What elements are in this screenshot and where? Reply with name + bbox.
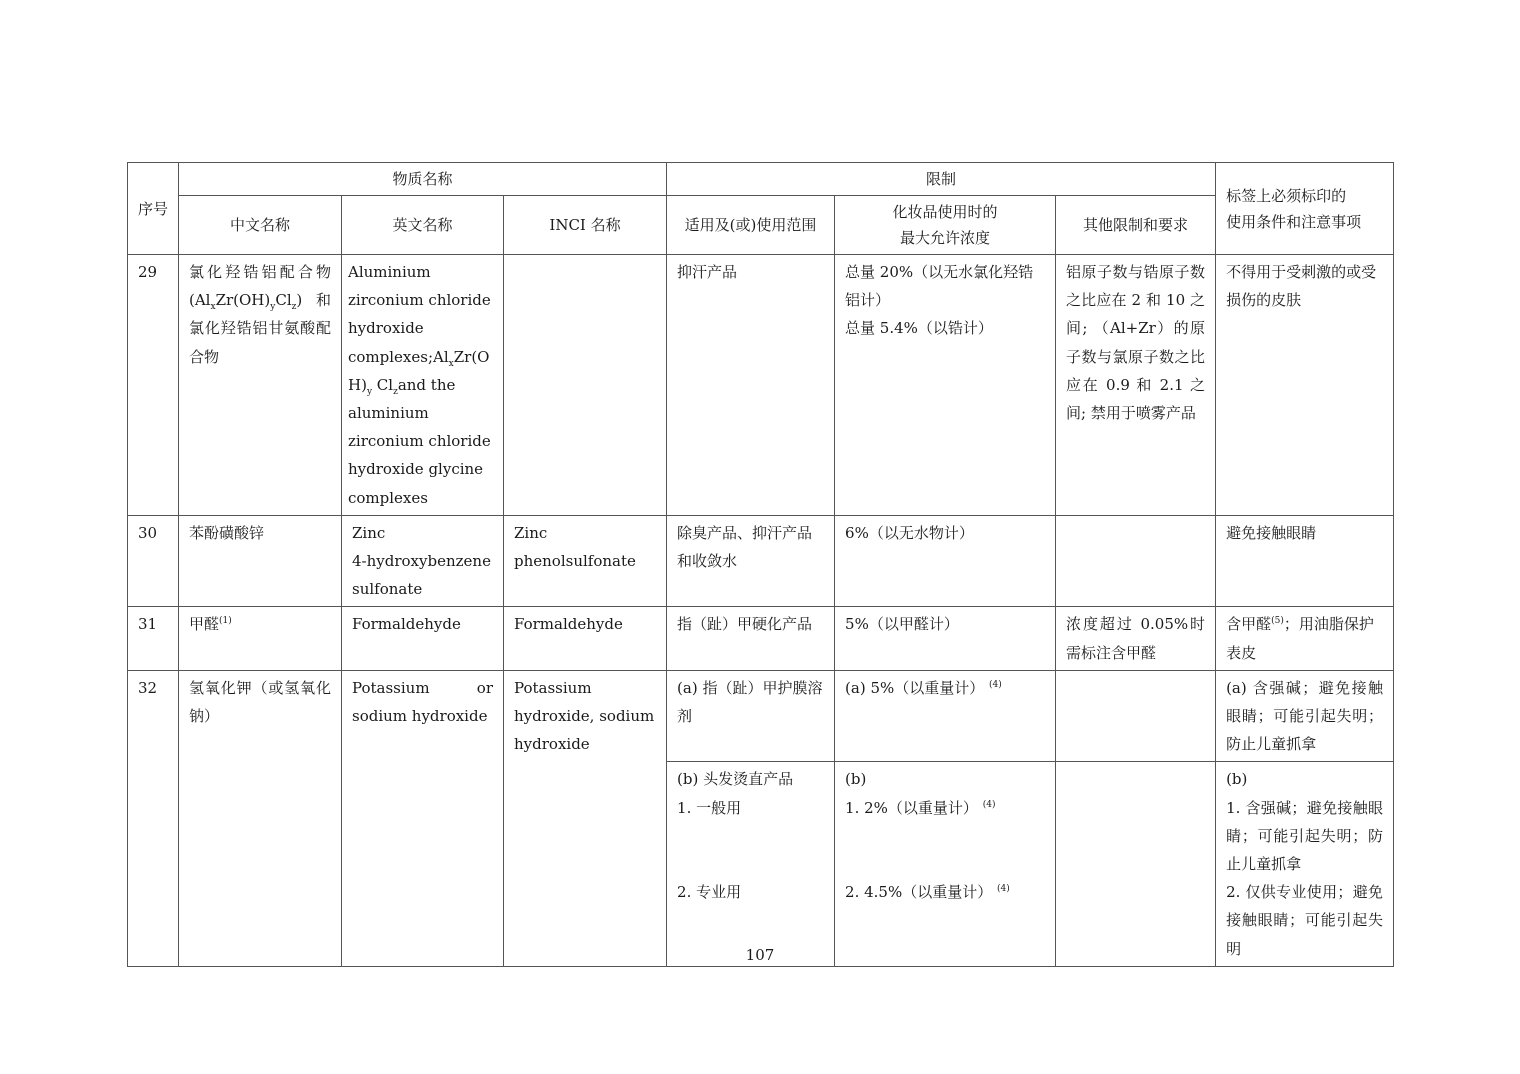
footnote-ref: (5) bbox=[1271, 616, 1284, 627]
chinese-name-cell bbox=[179, 607, 342, 670]
cn-part: 氯化羟锆铝配合物 bbox=[189, 263, 331, 281]
cn-part: (Al bbox=[189, 291, 211, 310]
label-text: 含甲醛 bbox=[1226, 615, 1272, 634]
scope-cell: (a) 指（趾）甲护膜溶剂 bbox=[667, 670, 835, 762]
label-item: 1. 含强碱；避免接触眼睛；可能引起失明；防止儿童抓拿 bbox=[1226, 798, 1384, 874]
cn-subscript: x bbox=[210, 302, 216, 313]
inci-name-cell: Formaldehyde bbox=[504, 607, 667, 670]
table-row-30 bbox=[128, 515, 1394, 607]
concentration-item bbox=[845, 878, 1045, 906]
header-label-line-1: 标签上必须标印的 bbox=[1226, 186, 1347, 205]
concentration-heading: (b) bbox=[845, 770, 867, 789]
footnote-ref: (4) bbox=[982, 799, 996, 810]
max-concentration-cell bbox=[835, 670, 1056, 762]
en-part: and the aluminium zirconium chloride hydroxide glycine complexes bbox=[348, 375, 491, 507]
header-label-conditions bbox=[1216, 163, 1394, 255]
spacer bbox=[845, 822, 1045, 878]
max-concentration-cell bbox=[835, 255, 1056, 516]
cn-subscript: y bbox=[270, 302, 276, 313]
concentration-text: 2. 4.5%（以重量计） bbox=[845, 883, 993, 902]
concentration-text: 1. 2%（以重量计） bbox=[845, 798, 978, 817]
chinese-name-cell bbox=[179, 255, 342, 516]
page-number: 107 bbox=[745, 946, 775, 964]
header-english-name: 英文名称 bbox=[342, 196, 504, 255]
scope-cell: 指（趾）甲硬化产品 bbox=[667, 607, 835, 670]
concentration-item bbox=[845, 794, 1045, 822]
en-part: Zr(OH) bbox=[348, 347, 490, 394]
english-name-cell bbox=[342, 255, 504, 516]
concentration-line: 总量 5.4%（以锆计） bbox=[845, 319, 993, 338]
english-name-cell bbox=[342, 515, 504, 607]
footnote-ref: (4) bbox=[997, 884, 1010, 895]
header-restrictions: 限制 bbox=[667, 163, 1216, 196]
row-number: 30 bbox=[128, 515, 179, 607]
label-conditions-cell: 不得用于受刺激的或受损伤的皮肤 bbox=[1216, 255, 1394, 516]
header-substance-name: 物质名称 bbox=[179, 163, 667, 196]
scope-cell bbox=[667, 762, 835, 966]
scope-cell: 抑汗产品 bbox=[667, 255, 835, 516]
chinese-name-cell: 苯酚磺酸锌 bbox=[179, 515, 342, 607]
table-row-32a bbox=[128, 670, 1394, 762]
label-item: 2. 仅供专业使用；避免接触眼睛；可能引起失明 bbox=[1226, 883, 1384, 958]
header-max-conc-line-1: 化妆品使用时的 bbox=[892, 203, 998, 221]
en-part: Cl bbox=[372, 375, 394, 394]
table-row-29 bbox=[128, 255, 1394, 516]
cn-text: 甲醛 bbox=[189, 615, 220, 634]
header-label-line-2: 使用条件和注意事项 bbox=[1226, 212, 1362, 231]
other-restrictions-cell bbox=[1056, 515, 1216, 607]
header-inci-name: INCI 名称 bbox=[504, 196, 667, 255]
label-heading: (b) bbox=[1226, 770, 1248, 789]
en-subscript: z bbox=[393, 386, 398, 397]
other-restrictions-cell: 铝原子数与锆原子数之比应在 2 和 10 之间; （Al+Zr）的原子数与氯原子数之比应在 0.9 和 2.1 之间; 禁用于喷雾产品 bbox=[1056, 255, 1216, 516]
cn-part: Cl bbox=[275, 291, 292, 310]
label-conditions-cell bbox=[1216, 607, 1394, 670]
cn-part: Zr(OH) bbox=[215, 291, 271, 310]
spacer bbox=[677, 822, 824, 878]
row-number: 29 bbox=[128, 255, 179, 516]
row-number: 32 bbox=[128, 670, 179, 966]
table-row-31 bbox=[128, 607, 1394, 670]
scope-heading: (b) 头发烫直产品 bbox=[677, 770, 794, 789]
inci-name-cell bbox=[504, 255, 667, 516]
scope-item: 2. 专业用 bbox=[677, 883, 742, 902]
row-number: 31 bbox=[128, 607, 179, 670]
en-line: sulfonate bbox=[352, 580, 423, 599]
other-restrictions-cell bbox=[1056, 670, 1216, 762]
scope-cell: 除臭产品、抑汗产品和收敛水 bbox=[667, 515, 835, 607]
max-concentration-cell: 5%（以甲醛计） bbox=[835, 607, 1056, 670]
other-restrictions-cell bbox=[1056, 762, 1216, 966]
header-max-concentration bbox=[835, 196, 1056, 255]
english-name-cell: Potassium or sodium hydroxide bbox=[342, 670, 504, 966]
en-line: Zinc bbox=[352, 523, 386, 542]
header-scope: 适用及(或)使用范围 bbox=[667, 196, 835, 255]
header-chinese-name: 中文名称 bbox=[179, 196, 342, 255]
en-subscript: x bbox=[448, 358, 454, 369]
english-name-cell: Formaldehyde bbox=[342, 607, 504, 670]
label-conditions-cell bbox=[1216, 762, 1394, 966]
max-concentration-cell: 6%（以无水物计） bbox=[835, 515, 1056, 607]
scope-item: 1. 一般用 bbox=[677, 798, 742, 817]
cn-subscript: z bbox=[291, 302, 297, 313]
restricted-substances-table bbox=[127, 162, 1394, 967]
other-restrictions-cell: 浓度超过 0.05%时需标注含甲醛 bbox=[1056, 607, 1216, 670]
label-text: ；用油脂保护表皮 bbox=[1226, 615, 1374, 662]
header-max-conc-line-2: 最大允许浓度 bbox=[900, 229, 991, 247]
en-part: Aluminium zirconium chloride hydroxide complexes;Al bbox=[348, 263, 491, 366]
chinese-name-cell: 氢氧化钾（或氢氧化钠） bbox=[179, 670, 342, 966]
header-row-2 bbox=[128, 196, 1394, 255]
en-line: 4-hydroxybenzene bbox=[352, 552, 491, 571]
en-subscript: y bbox=[366, 386, 373, 397]
cn-part: )和氯化羟锆铝甘氨酸配合物 bbox=[189, 291, 331, 366]
max-concentration-cell bbox=[835, 762, 1056, 966]
concentration-text: (a) 5%（以重量计） bbox=[845, 678, 985, 697]
inci-name-cell: Zinc phenolsulfonate bbox=[504, 515, 667, 607]
footnote-ref: (1) bbox=[219, 616, 232, 627]
concentration-line: 总量 20%（以无水氯化羟锆铝计） bbox=[845, 263, 1034, 310]
header-other-restrictions: 其他限制和要求 bbox=[1056, 196, 1216, 255]
label-conditions-cell: (a) 含强碱；避免接触眼睛；可能引起失明；防止儿童抓拿 bbox=[1216, 670, 1394, 762]
header-seq: 序号 bbox=[128, 163, 179, 255]
inci-name-cell: Potassium hydroxide, sodium hydroxide bbox=[504, 670, 667, 966]
label-conditions-cell: 避免接触眼睛 bbox=[1216, 515, 1394, 607]
footnote-ref: (4) bbox=[989, 679, 1002, 690]
header-row-1 bbox=[128, 163, 1394, 196]
